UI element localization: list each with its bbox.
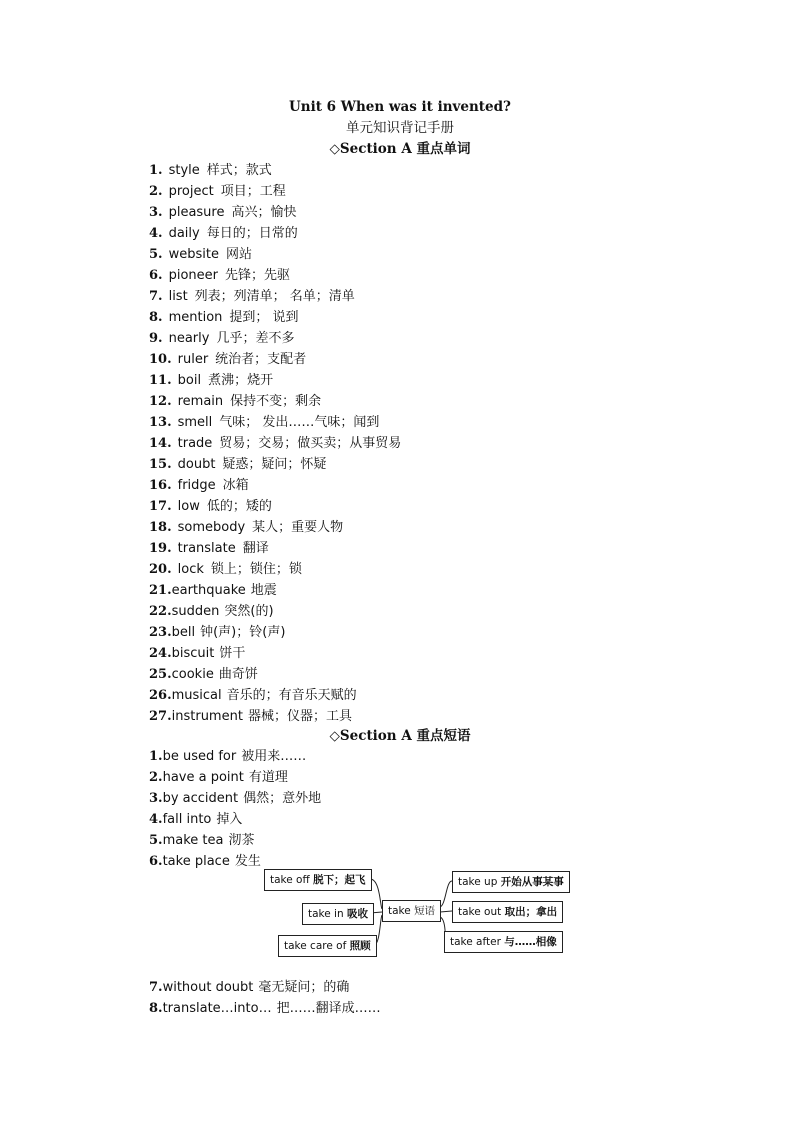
diagram-center-en: take — [388, 905, 411, 917]
item-number-dot: . — [167, 667, 172, 682]
item-english: by accident — [162, 791, 239, 806]
list-item — [149, 622, 285, 643]
item-number-dot: . — [167, 352, 172, 367]
list-item — [149, 706, 352, 727]
item-number-dot: . — [167, 541, 172, 556]
item-number-dot: . — [167, 394, 172, 409]
take-phrase-diagram — [262, 865, 572, 961]
item-number-dot: . — [158, 331, 163, 346]
diagram-box-take-after — [444, 931, 563, 953]
list-item — [149, 809, 242, 830]
item-chinese: 每日的；日常的 — [206, 226, 298, 241]
item-english: nearly — [168, 331, 210, 346]
item-english: sudden — [171, 604, 220, 619]
item-number: 26 — [149, 688, 168, 703]
item-number: 17 — [149, 499, 168, 514]
diagram-box-en: take care of — [284, 940, 347, 952]
diagram-box-take-up — [452, 871, 570, 893]
item-english: list — [168, 289, 188, 304]
item-number: 10 — [149, 352, 168, 367]
diagram-box-en: take out — [458, 906, 502, 918]
item-number: 1 — [149, 749, 159, 764]
diagram-box-take-out — [452, 901, 563, 923]
list-item — [149, 851, 261, 872]
item-number: 7 — [149, 289, 159, 304]
item-chinese: 几乎；差不多 — [216, 331, 295, 346]
item-chinese: 掉入 — [216, 812, 243, 827]
item-chinese: 煮沸；烧开 — [208, 373, 274, 388]
item-chinese: 冰箱 — [222, 478, 249, 493]
item-number-dot: . — [158, 184, 163, 199]
item-number-dot: . — [167, 625, 172, 640]
item-number-dot: . — [158, 163, 163, 178]
item-chinese: 音乐的；有音乐天赋的 — [226, 688, 357, 703]
item-number: 15 — [149, 457, 168, 472]
item-number: 24 — [149, 646, 168, 661]
item-number-dot: . — [167, 604, 172, 619]
item-number-dot: . — [167, 373, 172, 388]
item-number: 4 — [149, 226, 159, 241]
item-english: take place — [162, 854, 230, 869]
item-english: remain — [177, 394, 224, 409]
diagram-box-zh: 与……相像 — [504, 936, 557, 948]
unit-title: Unit 6 When was it invented? — [289, 99, 511, 115]
list-item — [149, 391, 321, 412]
list-item — [149, 454, 326, 475]
connector-take-out — [440, 911, 452, 912]
diagram-box-zh: 吸收 — [346, 908, 368, 920]
item-chinese: 曲奇饼 — [218, 667, 258, 682]
item-number-dot: . — [158, 205, 163, 220]
diagram-box-take-in — [302, 903, 374, 925]
item-number: 7 — [149, 980, 159, 995]
item-chinese: 低的；矮的 — [206, 499, 272, 514]
item-english: musical — [171, 688, 222, 703]
diagram-box-en: take after — [450, 936, 501, 948]
item-number-dot: . — [167, 478, 172, 493]
item-english: boil — [177, 373, 202, 388]
list-item — [149, 286, 355, 307]
item-chinese: 器械；仪器；工具 — [247, 709, 352, 724]
item-english: translate — [177, 541, 236, 556]
item-english: style — [168, 163, 200, 178]
list-item — [149, 580, 277, 601]
item-chinese: 饼干 — [219, 646, 246, 661]
item-number: 21 — [149, 583, 168, 598]
list-item — [149, 685, 357, 706]
item-number: 16 — [149, 478, 168, 493]
item-english: somebody — [177, 520, 246, 535]
list-item — [149, 977, 349, 998]
list-item — [149, 202, 297, 223]
item-english: fall into — [162, 812, 212, 827]
item-number: 20 — [149, 562, 168, 577]
list-item — [149, 307, 299, 328]
list-item — [149, 433, 401, 454]
item-chinese: 网站 — [225, 247, 252, 262]
item-number-dot: . — [158, 791, 163, 806]
item-number: 22 — [149, 604, 168, 619]
item-chinese: 把……翻译成…… — [276, 1001, 381, 1016]
item-number-dot: . — [158, 812, 163, 827]
item-english: bell — [171, 625, 196, 640]
item-english: trade — [177, 436, 213, 451]
list-item — [149, 830, 254, 851]
list-item — [149, 746, 306, 767]
item-number: 27 — [149, 709, 168, 724]
section-words-heading: ◇Section A 重点单词 — [329, 141, 471, 157]
item-number-dot: . — [158, 770, 163, 785]
item-chinese: 提到； 说到 — [229, 310, 299, 325]
item-number: 23 — [149, 625, 168, 640]
item-number: 9 — [149, 331, 159, 346]
item-chinese: 偶然；意外地 — [243, 791, 322, 806]
list-item — [149, 475, 249, 496]
item-number: 25 — [149, 667, 168, 682]
item-english: fridge — [177, 478, 216, 493]
list-item — [149, 664, 258, 685]
item-number: 2 — [149, 770, 159, 785]
item-number-dot: . — [158, 854, 163, 869]
item-number-dot: . — [158, 268, 163, 283]
section-phrases-heading: ◇Section A 重点短语 — [329, 728, 471, 744]
item-number-dot: . — [167, 415, 172, 430]
item-number-dot: . — [158, 749, 163, 764]
diagram-box-zh: 开始从事某事 — [500, 876, 564, 888]
list-item — [149, 349, 306, 370]
item-number: 13 — [149, 415, 168, 430]
diagram-box-center — [382, 900, 441, 922]
item-chinese: 统治者；支配者 — [215, 352, 307, 367]
item-english: cookie — [171, 667, 214, 682]
item-number-dot: . — [158, 980, 163, 995]
handbook-subtitle: 单元知识背记手册 — [346, 120, 454, 136]
item-number-dot: . — [167, 709, 172, 724]
item-chinese: 气味； 发出……气味；闻到 — [219, 415, 380, 430]
list-item — [149, 767, 288, 788]
item-number: 5 — [149, 833, 159, 848]
item-chinese: 地震 — [250, 583, 277, 598]
item-english: have a point — [162, 770, 244, 785]
item-number-dot: . — [158, 833, 163, 848]
item-number: 12 — [149, 394, 168, 409]
item-number-dot: . — [167, 562, 172, 577]
item-number: 6 — [149, 854, 159, 869]
item-chinese: 先锋；先驱 — [224, 268, 290, 283]
item-chinese: 疑惑；疑问；怀疑 — [222, 457, 327, 472]
item-english: biscuit — [171, 646, 215, 661]
list-item — [149, 998, 381, 1019]
list-item — [149, 496, 272, 517]
item-chinese: 毫无疑问；的确 — [258, 980, 350, 995]
item-number-dot: . — [158, 247, 163, 262]
item-number: 3 — [149, 791, 159, 806]
item-number-dot: . — [158, 310, 163, 325]
item-english: instrument — [171, 709, 243, 724]
item-chinese: 高兴；愉快 — [231, 205, 297, 220]
item-english: ruler — [177, 352, 209, 367]
diagram-center-zh: 短语 — [414, 905, 436, 917]
item-chinese: 突然(的) — [224, 604, 274, 619]
item-english: daily — [168, 226, 200, 241]
item-number: 1 — [149, 163, 159, 178]
diagram-box-en: take off — [270, 874, 310, 886]
item-number-dot: . — [167, 436, 172, 451]
item-chinese: 贸易；交易；做买卖；从事贸易 — [219, 436, 402, 451]
item-english: pleasure — [168, 205, 225, 220]
list-item — [149, 328, 294, 349]
item-english: mention — [168, 310, 223, 325]
item-chinese: 锁上；锁住；锁 — [210, 562, 302, 577]
list-item — [149, 559, 302, 580]
list-item — [149, 370, 273, 391]
diagram-box-take-off — [264, 869, 372, 891]
item-number: 14 — [149, 436, 168, 451]
item-number: 2 — [149, 184, 159, 199]
item-number: 3 — [149, 205, 159, 220]
item-number: 19 — [149, 541, 168, 556]
item-english: translate…into… — [162, 1001, 272, 1016]
item-english: pioneer — [168, 268, 218, 283]
list-item — [149, 181, 286, 202]
item-chinese: 发生 — [234, 854, 261, 869]
item-number: 5 — [149, 247, 159, 262]
item-english: low — [177, 499, 200, 514]
item-chinese: 钟(声)；铃(声) — [200, 625, 286, 640]
item-chinese: 列表；列清单； 名单；清单 — [194, 289, 355, 304]
list-item — [149, 538, 269, 559]
item-number-dot: . — [167, 646, 172, 661]
item-chinese: 翻译 — [242, 541, 269, 556]
item-english: be used for — [162, 749, 237, 764]
item-number: 8 — [149, 1001, 159, 1016]
item-number: 6 — [149, 268, 159, 283]
item-english: doubt — [177, 457, 216, 472]
item-chinese: 沏茶 — [228, 833, 255, 848]
diagram-box-zh: 脱下；起飞 — [313, 874, 366, 886]
item-english: project — [168, 184, 214, 199]
item-number-dot: . — [167, 457, 172, 472]
list-item — [149, 412, 379, 433]
item-number-dot: . — [158, 1001, 163, 1016]
item-number: 11 — [149, 373, 168, 388]
item-number-dot: . — [158, 289, 163, 304]
list-item — [149, 160, 272, 181]
diagram-box-take-care-of — [278, 935, 377, 957]
list-item — [149, 517, 343, 538]
list-item — [149, 643, 245, 664]
item-english: smell — [177, 415, 213, 430]
item-chinese: 项目；工程 — [220, 184, 286, 199]
item-number-dot: . — [167, 499, 172, 514]
diagram-box-zh: 照顾 — [349, 940, 371, 952]
item-number-dot: . — [167, 688, 172, 703]
item-english: website — [168, 247, 219, 262]
list-item — [149, 223, 298, 244]
item-chinese: 被用来…… — [241, 749, 307, 764]
item-number: 4 — [149, 812, 159, 827]
item-chinese: 有道理 — [248, 770, 288, 785]
item-number-dot: . — [158, 226, 163, 241]
item-english: make tea — [162, 833, 224, 848]
item-number: 18 — [149, 520, 168, 535]
diagram-box-en: take in — [308, 908, 344, 920]
list-item — [149, 265, 290, 286]
item-english: earthquake — [171, 583, 246, 598]
diagram-box-zh: 取出；拿出 — [504, 906, 558, 918]
item-number-dot: . — [167, 520, 172, 535]
connector-take-up — [440, 881, 452, 907]
item-number: 8 — [149, 310, 159, 325]
item-number-dot: . — [167, 583, 172, 598]
list-item — [149, 244, 252, 265]
item-chinese: 保持不变；剩余 — [230, 394, 322, 409]
item-chinese: 某人；重要人物 — [252, 520, 344, 535]
list-item — [149, 788, 321, 809]
list-item — [149, 601, 274, 622]
item-english: lock — [177, 562, 204, 577]
diagram-box-en: take up — [458, 876, 498, 888]
item-chinese: 样式；款式 — [206, 163, 272, 178]
item-english: without doubt — [162, 980, 254, 995]
